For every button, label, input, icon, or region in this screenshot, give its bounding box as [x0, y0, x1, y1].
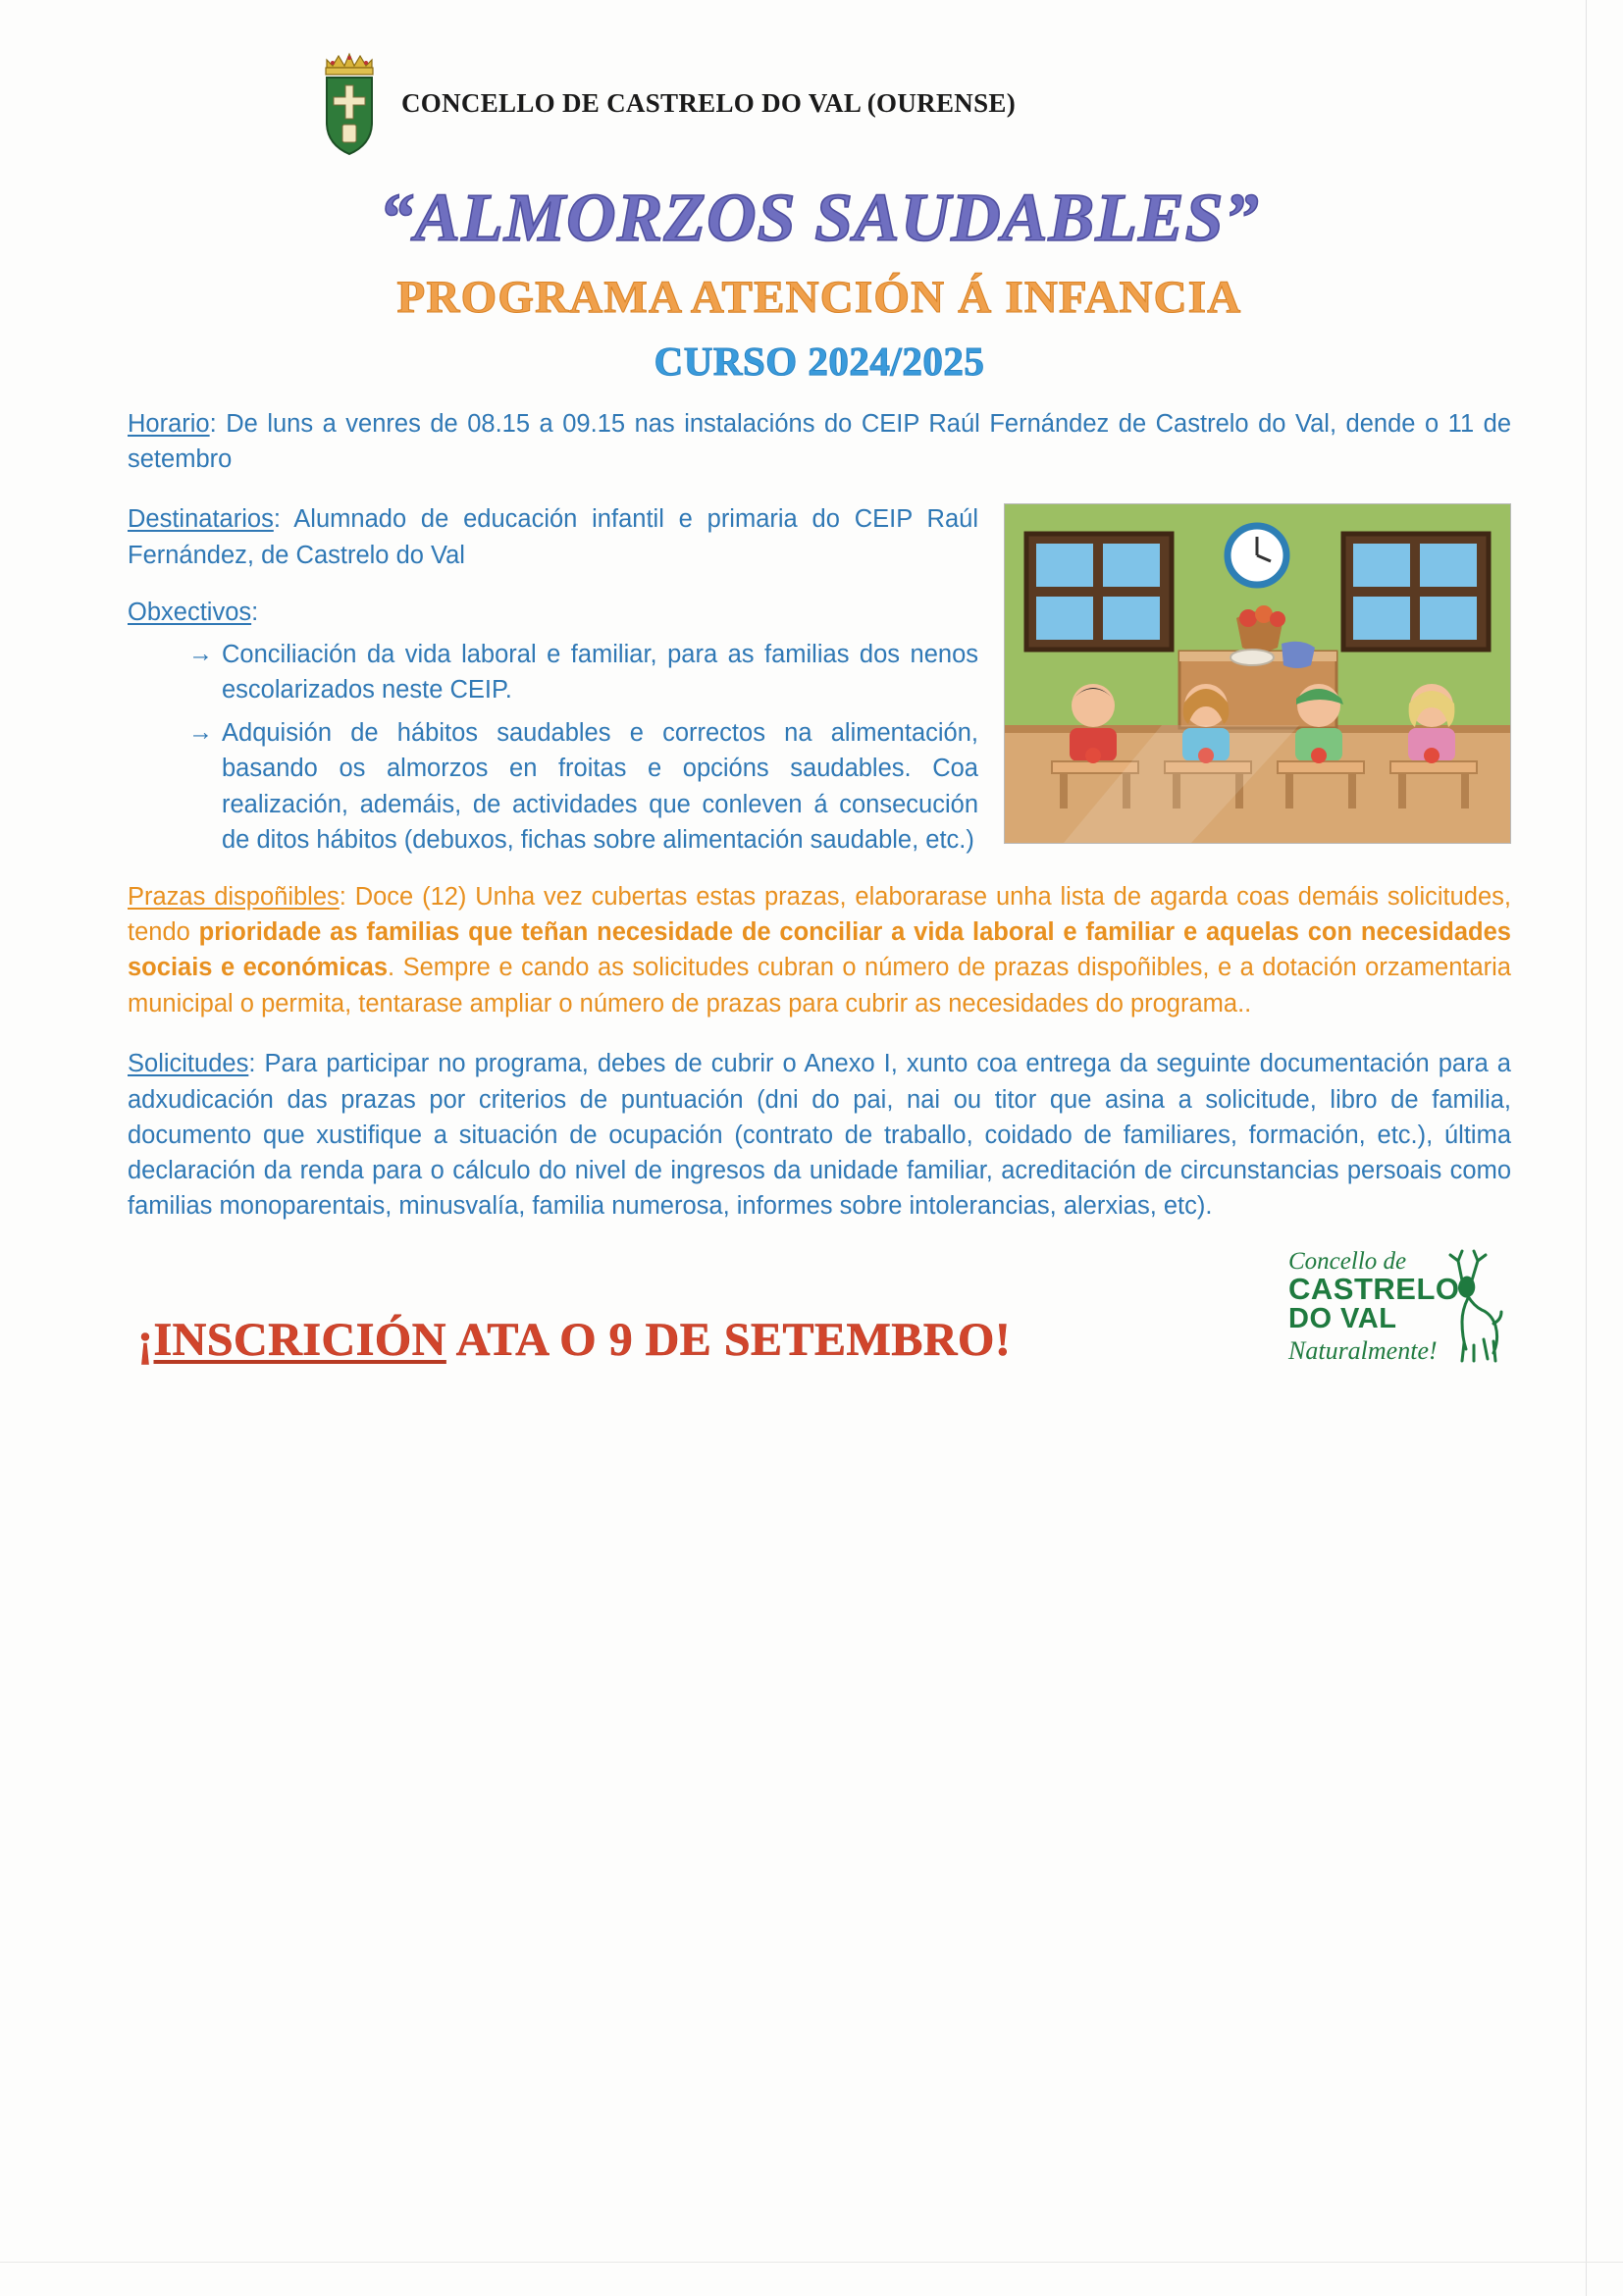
inscription-rest: ATA O 9 DE SETEMBRO! [445, 1314, 1012, 1367]
horario-paragraph [128, 406, 1511, 477]
destinatarios-label: Destinatarios [128, 505, 274, 534]
arrow-right-icon: → [188, 718, 213, 747]
header-title: CONCELLO DE CASTRELO DO VAL (OURENSE) [401, 87, 1016, 118]
horario-text: : De luns a venres de 08.15 a 09.15 nas instalacións do CEIP Raúl Fernández de Castrelo do Val, dende o 11 de setembro [128, 409, 1511, 473]
page-edge-line-bottom [0, 2262, 1623, 2263]
horario-label: Horario [128, 409, 210, 438]
program-subtitle: PROGRAMA ATENCIÓN Á INFANCIA [396, 271, 1242, 323]
solicitudes-label: Solicitudes [128, 1050, 249, 1078]
logo-line-4: Naturalmente! [1288, 1335, 1438, 1365]
obxectivos-colon: : [251, 598, 259, 626]
logo-line-1: Concello de [1288, 1248, 1407, 1276]
deer-icon [1429, 1247, 1505, 1363]
logo-line-2: CASTRELO [1288, 1272, 1460, 1307]
document-header [128, 29, 1511, 177]
prazas-label: Prazas dispoñibles [128, 883, 340, 912]
list-item-text: Conciliación da vida laboral e familiar, para as familias dos nenos escolarizados neste CEIP. [222, 640, 978, 704]
arrow-right-icon: → [188, 639, 213, 667]
prazas-bold-text: prioridade as familias que teñan necesidade de conciliar a vida laboral e familiar e aquelas con necesidades sociais e económicas [128, 918, 1511, 982]
poster-content [128, 29, 1511, 1367]
list-item [188, 715, 1511, 858]
municipality-logo [1288, 1249, 1499, 1367]
solicitudes-paragraph [128, 1046, 1511, 1224]
footer [128, 1249, 1511, 1367]
list-item-text: Adquisión de hábitos saudables e correctos na alimentación, basando os almorzos en froitas e opcións saudables. Coa realización, ademáis, de actividades que conleven á consecución de ditos hábitos (debuxos, fichas sobre alimentación saudable, etc.) [222, 719, 978, 854]
prazas-text-1: : Doce (12) Unha vez cubertas estas prazas, elaborarase unha lista de agarda coas demáis solicitudes, tendo [128, 883, 1511, 947]
destinatarios-text: : Alumnado de educación infantil e primaria do CEIP Raúl Fernández, de Castrelo do Val [128, 505, 978, 569]
list-item [188, 637, 1511, 707]
prazas-paragraph [128, 879, 1511, 1021]
inscription-deadline-banner [128, 1313, 1011, 1367]
solicitudes-text: : Para participar no programa, debes de cubrir o Anexo I, xunto coa entrega da seguinte documentación para a adxudicación das prazas por criterios de puntuación (dni do pai, nai ou titor que asina a solicitude, libro de familia, documento que xustifique a situación de ocupación (contrato de traballo, coidado de familiares, formación, etc.), última declaración da renda para o cálculo do nivel de ingresos da unidade familiar, acreditación de circunstancias persoais como familias monoparentais, minusvalía, familia numerosa, informes sobre intolerancias, alerxias, etc). [128, 1050, 1511, 1221]
obxectivos-label: Obxectivos [128, 598, 252, 626]
destinatarios-and-objectives-block [128, 501, 1511, 858]
obxectivos-list [128, 637, 1511, 858]
page-title: “ALMORZOS SAUDABLES” [379, 181, 1260, 256]
course-year: CURSO 2024/2025 [654, 338, 985, 384]
inscription-word: ¡INSCRICIÓN [137, 1314, 446, 1367]
logo-line-3: DO VAL [1288, 1302, 1397, 1334]
coat-of-arms-icon [319, 48, 380, 158]
page-edge-line [1586, 0, 1587, 2296]
prazas-text-2: . Sempre e cando as solicitudes cubran o número de prazas dispoñibles, e a dotación orzamentaria municipal o permita, tentarase ampliar o número de prazas para cubrir as necesidades do programa.. [128, 954, 1511, 1018]
